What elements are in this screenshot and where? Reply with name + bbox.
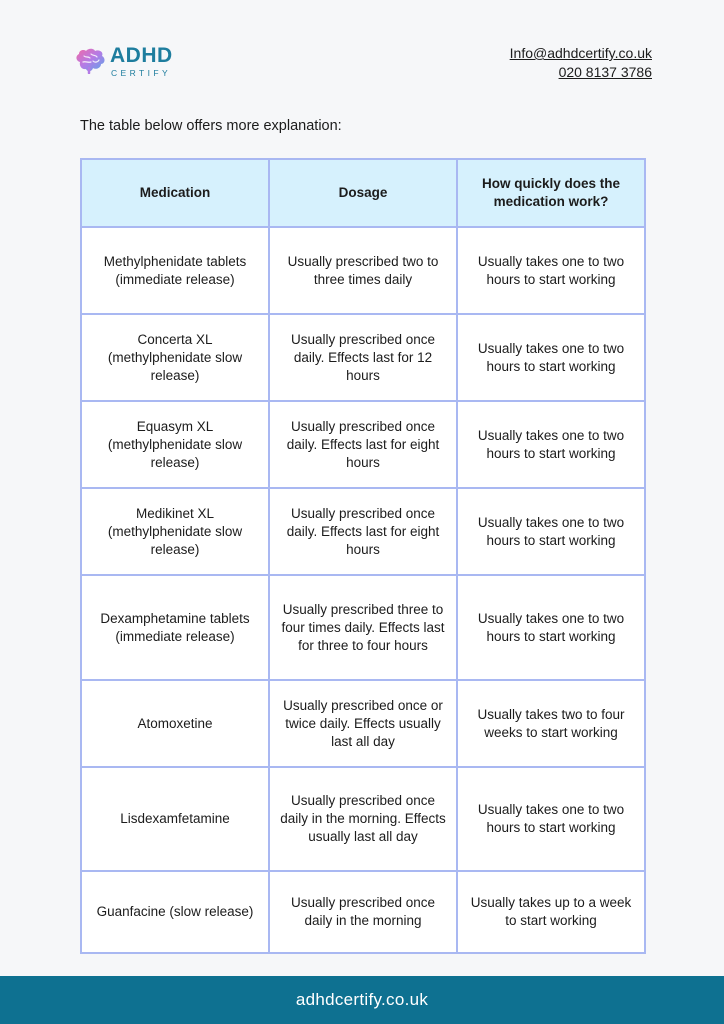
medication-cell: Guanfacine (slow release) xyxy=(81,871,269,953)
column-header-dosage: Dosage xyxy=(269,159,457,227)
column-header-onset: How quickly does the medication work? xyxy=(457,159,645,227)
medication-cell: Concerta XL (methylphenidate slow release) xyxy=(81,314,269,401)
brain-icon xyxy=(74,48,106,74)
medication-cell: Methylphenidate tablets (immediate release) xyxy=(81,227,269,314)
onset-cell: Usually takes one to two hours to start working xyxy=(457,575,645,680)
dosage-cell: Usually prescribed once daily in the morning. Effects usually last all day xyxy=(269,767,457,871)
dosage-cell: Usually prescribed once or twice daily. Effects usually last all day xyxy=(269,680,457,767)
onset-cell: Usually takes one to two hours to start working xyxy=(457,767,645,871)
page-footer xyxy=(0,976,724,1024)
table-header-row xyxy=(81,159,645,227)
dosage-cell: Usually prescribed once daily. Effects last for 12 hours xyxy=(269,314,457,401)
medication-cell: Atomoxetine xyxy=(81,680,269,767)
brand-tagline: CERTIFY xyxy=(111,68,172,78)
dosage-cell: Usually prescribed three to four times daily. Effects last for three to four hours xyxy=(269,575,457,680)
page-header xyxy=(0,0,724,100)
dosage-cell: Usually prescribed once daily. Effects last for eight hours xyxy=(269,488,457,575)
medication-table xyxy=(80,158,646,954)
medication-cell: Equasym XL (methylphenidate slow release) xyxy=(81,401,269,488)
onset-cell: Usually takes up to a week to start working xyxy=(457,871,645,953)
table-row xyxy=(81,767,645,871)
table-row xyxy=(81,227,645,314)
dosage-cell: Usually prescribed once daily. Effects last for eight hours xyxy=(269,401,457,488)
medication-cell: Medikinet XL (methylphenidate slow release) xyxy=(81,488,269,575)
onset-cell: Usually takes one to two hours to start working xyxy=(457,227,645,314)
dosage-cell: Usually prescribed two to three times daily xyxy=(269,227,457,314)
onset-cell: Usually takes two to four weeks to start working xyxy=(457,680,645,767)
onset-cell: Usually takes one to two hours to start working xyxy=(457,488,645,575)
brand-name: ADHD xyxy=(110,44,173,67)
medication-cell: Lisdexamfetamine xyxy=(81,767,269,871)
table-row xyxy=(81,680,645,767)
email-link[interactable]: Info@adhdcertify.co.uk xyxy=(509,45,652,61)
table-row xyxy=(81,575,645,680)
footer-website-link[interactable]: adhdcertify.co.uk xyxy=(295,990,429,1009)
phone-link[interactable]: 020 8137 3786 xyxy=(558,64,652,80)
contact-block xyxy=(510,44,652,82)
table-row xyxy=(81,488,645,575)
onset-cell: Usually takes one to two hours to start working xyxy=(457,314,645,401)
onset-cell: Usually takes one to two hours to start working xyxy=(457,401,645,488)
intro-text: The table below offers more explanation: xyxy=(80,118,342,134)
medication-cell: Dexamphetamine tablets (immediate release) xyxy=(81,575,269,680)
table-row xyxy=(81,314,645,401)
table-row xyxy=(81,401,645,488)
column-header-medication: Medication xyxy=(81,159,269,227)
table-row xyxy=(81,871,645,953)
dosage-cell: Usually prescribed once daily in the morning xyxy=(269,871,457,953)
